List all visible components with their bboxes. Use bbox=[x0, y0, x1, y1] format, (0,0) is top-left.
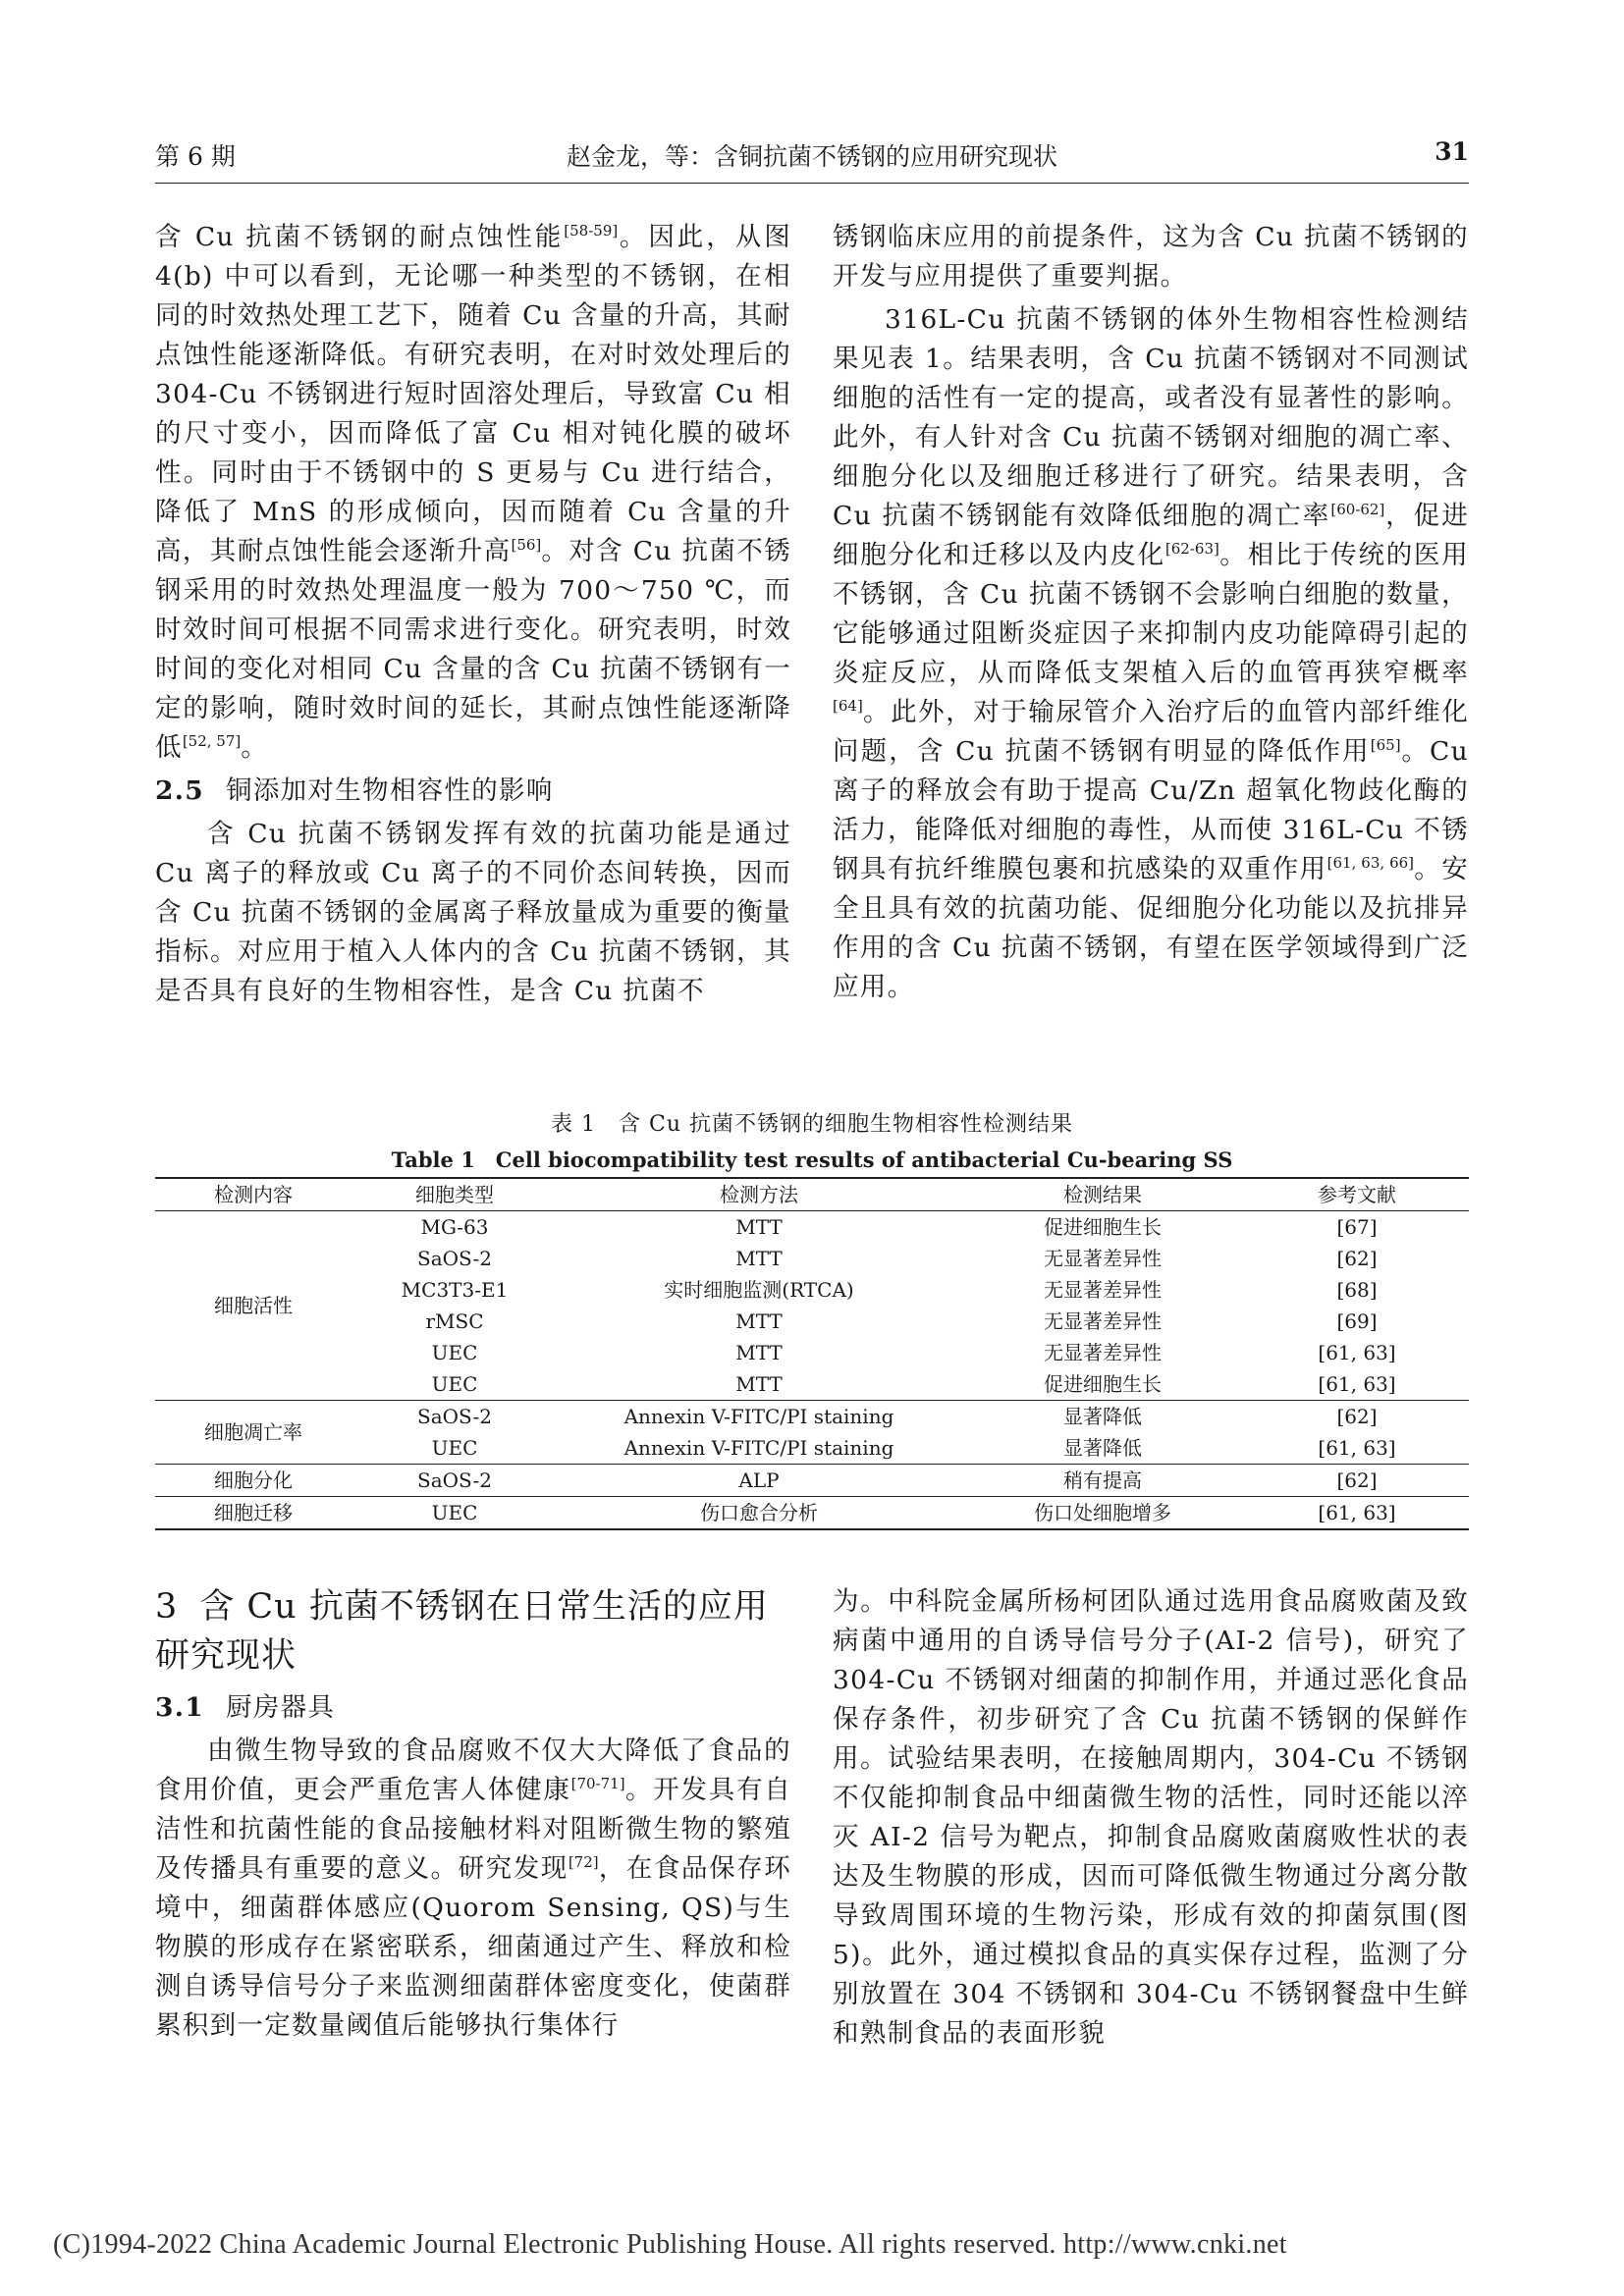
column-header: 参考文献 bbox=[1245, 1178, 1469, 1211]
column-header: 检测方法 bbox=[558, 1178, 960, 1211]
test-result: 显著降低 bbox=[960, 1432, 1245, 1465]
table-row bbox=[155, 1368, 1469, 1401]
test-result: 促进细胞生长 bbox=[1044, 1215, 1162, 1239]
test-result: 显著降低 bbox=[1063, 1405, 1142, 1428]
biocompatibility-table bbox=[155, 1177, 1469, 1530]
test-result: 无显著差异性 bbox=[1044, 1278, 1162, 1302]
test-method: MTT bbox=[558, 1368, 960, 1401]
category-cell: 细胞分化 bbox=[155, 1465, 352, 1497]
column-header: 检测结果 bbox=[960, 1178, 1245, 1211]
test-method: ALP bbox=[558, 1465, 960, 1497]
table-row bbox=[155, 1306, 1469, 1337]
table-row bbox=[155, 1243, 1469, 1274]
citation[interactable]: [56] bbox=[511, 536, 542, 555]
cell-type: SaOS-2 bbox=[417, 1247, 492, 1270]
column-header: 检测内容 bbox=[155, 1178, 352, 1211]
paragraph-pitting-continued: 含 Cu 抗菌不锈钢的耐点蚀性能[58-59]。因此，从图 4(b) 中可以看到，无论哪一种类型的不锈钢，在相同的时效热处理工艺下，随着 Cu 含量的升高，其耐点蚀性能逐渐降低。有研究表明，在对时效处理后的 304-Cu 不锈钢进行短时固溶处理后，导致富 Cu 相的尺寸变小，因而降低了富 Cu 相对钝化膜的破坏性。同时由于不锈钢中的 S 更易与 Cu 进行结合，降低了 MnS 的形成倾向，因而随着 Cu 含量的升高，其耐点蚀性能会逐渐升高[56]。对含 Cu 抗菌不锈钢采用的时效热处理温度一般为 700～750 ℃，而时效时间可根据不同需求进行变化。研究表明，时效时间的变化对相同 Cu 含量的含 Cu 抗菌不锈钢有一定的影响，随时效时间的延长，其耐点蚀性能逐渐降低[52, 57]。 bbox=[155, 222, 791, 763]
test-method: Annexin V-FITC/PI staining bbox=[558, 1432, 960, 1465]
test-result: 无显著差异性 bbox=[1044, 1247, 1162, 1270]
reference: [61, 63] bbox=[1245, 1497, 1469, 1530]
citation[interactable]: [61, 63, 66] bbox=[1326, 854, 1415, 873]
paragraph-kitchenware-continued: 为。中科院金属所杨柯团队通过选用食品腐败菌及致病菌中通用的自诱导信号分子(AI-2 信号)，研究了 304-Cu 不锈钢对细菌的抑制作用，并通过恶化食品保存条件，初步研究了含 Cu 抗菌不锈钢的保鲜作用。试验结果表明，在接触周期内，304-Cu 不锈钢不仅能抑制食品中细菌微生物的活性，同时还能以淬灭 AI-2 信号为靶点，抑制食品腐败菌腐败性状的表达及生物膜的形成，因而可降低微生物通过分离分散导致周围环境的生物污染，形成有效的抑菌氛围(图 5)。此外，通过模拟食品的真实保存过程，监测了分别放置在 304 不锈钢和 304-Cu 不锈钢餐盘中生鲜和熟制食品的表面形貌 bbox=[833, 1586, 1469, 2049]
running-title: 赵金龙，等：含铜抗菌不锈钢的应用研究现状 bbox=[566, 142, 1057, 171]
test-result: 伤口处细胞增多 bbox=[960, 1497, 1245, 1530]
reference: [68] bbox=[1336, 1278, 1378, 1302]
table-row bbox=[155, 1497, 1469, 1530]
table-caption-english: Table 1 Cell biocompatibility test results of antibacterial Cu-bearing SS bbox=[391, 1148, 1233, 1172]
test-method: MTT bbox=[735, 1309, 783, 1333]
reference: [69] bbox=[1336, 1309, 1378, 1333]
table-row bbox=[155, 1401, 1469, 1433]
issue-number: 第 6 期 bbox=[155, 142, 236, 171]
page-number: 31 bbox=[1435, 137, 1469, 166]
citation[interactable]: [70-71] bbox=[570, 1775, 625, 1793]
cell-type: SaOS-2 bbox=[417, 1405, 492, 1428]
cell-type: MG-63 bbox=[420, 1215, 489, 1239]
paragraph-continued: 锈钢临床应用的前提条件，这为含 Cu 抗菌不锈钢的开发与应用提供了重要判据。 bbox=[833, 222, 1469, 292]
section-heading-3-1: 3.1 厨房器具 bbox=[155, 1692, 336, 1723]
column-header: 细胞类型 bbox=[352, 1178, 558, 1211]
test-method: 伤口愈合分析 bbox=[558, 1497, 960, 1530]
left-column-top bbox=[155, 218, 791, 1015]
category-cell: 细胞活性 bbox=[155, 1211, 352, 1401]
section-heading-2-5: 2.5 铜添加对生物相容性的影响 bbox=[155, 775, 554, 806]
table-caption-chinese: 表 1 含 Cu 抗菌不锈钢的细胞生物相容性检测结果 bbox=[551, 1112, 1073, 1137]
citation[interactable]: [64] bbox=[833, 697, 863, 716]
reference: [61, 63] bbox=[1245, 1368, 1469, 1401]
table-row bbox=[155, 1274, 1469, 1306]
header-rule bbox=[155, 183, 1469, 184]
table-header-row bbox=[155, 1178, 1469, 1211]
test-method: 实时细胞监测(RTCA) bbox=[664, 1278, 854, 1302]
right-column-top bbox=[833, 218, 1469, 1011]
test-method: Annexin V-FITC/PI staining bbox=[623, 1405, 894, 1428]
test-result: 无显著差异性 bbox=[1044, 1341, 1162, 1364]
table-row bbox=[155, 1211, 1469, 1244]
paragraph-kitchenware: 由微生物导致的食品腐败不仅大大降低了食品的食用价值，更会严重危害人体健康[70-71]。开发具有自洁性和抗菌性能的食品接触材料对阻断微生物的繁殖及传播具有重要的意义。研究发现[72]，在食品保存环境中，细菌群体感应(Quorom Sensing, QS)与生物膜的形成存在紧密联系，细菌通过产生、释放和检测自诱导信号分子来监测细菌群体密度变化，使菌群累积到一定数量阈值后能够执行集体行 bbox=[155, 1735, 792, 2041]
cell-type: UEC bbox=[431, 1341, 478, 1364]
table-row bbox=[155, 1432, 1469, 1465]
test-result: 稍有提高 bbox=[960, 1465, 1245, 1497]
cell-type: UEC bbox=[352, 1497, 558, 1530]
citation[interactable]: [58-59] bbox=[564, 222, 619, 240]
category-cell: 细胞迁移 bbox=[155, 1497, 352, 1530]
paragraph-biocompatibility-results: 316L-Cu 抗菌不锈钢的体外生物相容性检测结果见表 1。结果表明，含 Cu 抗菌不锈钢对不同测试细胞的活性有一定的提高，或者没有显著性的影响。此外，有人针对含 Cu 抗菌不锈钢对细胞的凋亡率、细胞分化以及细胞迁移进行了研究。结果表明，含 Cu 抗菌不锈钢能有效降低细胞的凋亡率[60-62]，促进细胞分化和迁移以及内皮化[62-63]。相比于传统的医用不锈钢，含 Cu 抗菌不锈钢不会影响白细胞的数量，它能够通过阻断炎症因子来抑制内皮功能障碍引起的炎症反应，从而降低支架植入后的血管再狭窄概率[64]。此外，对于输尿管介入治疗后的血管内部纤维化问题，含 Cu 抗菌不锈钢有明显的降低作用[65]。Cu 离子的释放会有助于提高 Cu/Zn 超氧化物歧化酶的活力，能降低对细胞的毒性，从而使 316L-Cu 不锈钢具有抗纤维膜包裹和抗感染的双重作用[61, 63, 66]。安全且具有效的抗菌功能、促细胞分化功能以及抗排异作用的含 Cu 抗菌不锈钢，有望在医学领域得到广泛应用。 bbox=[833, 304, 1470, 1002]
reference: [67] bbox=[1336, 1215, 1378, 1239]
citation[interactable]: [72] bbox=[568, 1853, 599, 1872]
test-result: 促进细胞生长 bbox=[960, 1368, 1245, 1401]
test-result: 无显著差异性 bbox=[1044, 1309, 1162, 1333]
test-method: MTT bbox=[735, 1247, 783, 1270]
table-row bbox=[155, 1337, 1469, 1368]
cell-type: UEC bbox=[352, 1368, 558, 1401]
section-heading-3: 3 含 Cu 抗菌不锈钢在日常生活的应用研究现状 bbox=[155, 1587, 769, 1676]
cell-type: UEC bbox=[352, 1432, 558, 1465]
citation[interactable]: [60-62] bbox=[1330, 501, 1385, 519]
paragraph-biocompatibility: 含 Cu 抗菌不锈钢发挥有效的抗菌功能是通过 Cu 离子的释放或 Cu 离子的不同价态间转换，因而含 Cu 抗菌不锈钢的金属离子释放量成为重要的衡量指标。对应用于植入人体内的含 Cu 抗菌不锈钢，其是否具有良好的生物相容性，是含 Cu 抗菌不 bbox=[155, 819, 791, 1006]
reference: [62] bbox=[1336, 1405, 1378, 1428]
cell-type: rMSC bbox=[425, 1309, 484, 1333]
copyright-footer: (C)1994-2022 China Academic Journal Electronic Publishing House. All rights reserved. http://www.cnki.net bbox=[53, 2229, 1287, 2260]
category-cell: 细胞凋亡率 bbox=[155, 1401, 352, 1465]
cell-type: MC3T3-E1 bbox=[401, 1278, 509, 1302]
reference: [61, 63] bbox=[1245, 1432, 1469, 1465]
reference: [62] bbox=[1336, 1247, 1378, 1270]
test-method: MTT bbox=[735, 1215, 783, 1239]
citation[interactable]: [65] bbox=[1370, 736, 1401, 755]
left-column-bottom bbox=[155, 1582, 791, 2050]
cell-type: SaOS-2 bbox=[352, 1465, 558, 1497]
reference: [62] bbox=[1245, 1465, 1469, 1497]
right-column-bottom bbox=[833, 1582, 1469, 2057]
test-method: MTT bbox=[735, 1341, 783, 1364]
citation[interactable]: [52, 57] bbox=[182, 732, 242, 751]
citation[interactable]: [62-63] bbox=[1164, 540, 1219, 559]
reference: [61, 63] bbox=[1318, 1341, 1396, 1364]
table-row bbox=[155, 1465, 1469, 1497]
